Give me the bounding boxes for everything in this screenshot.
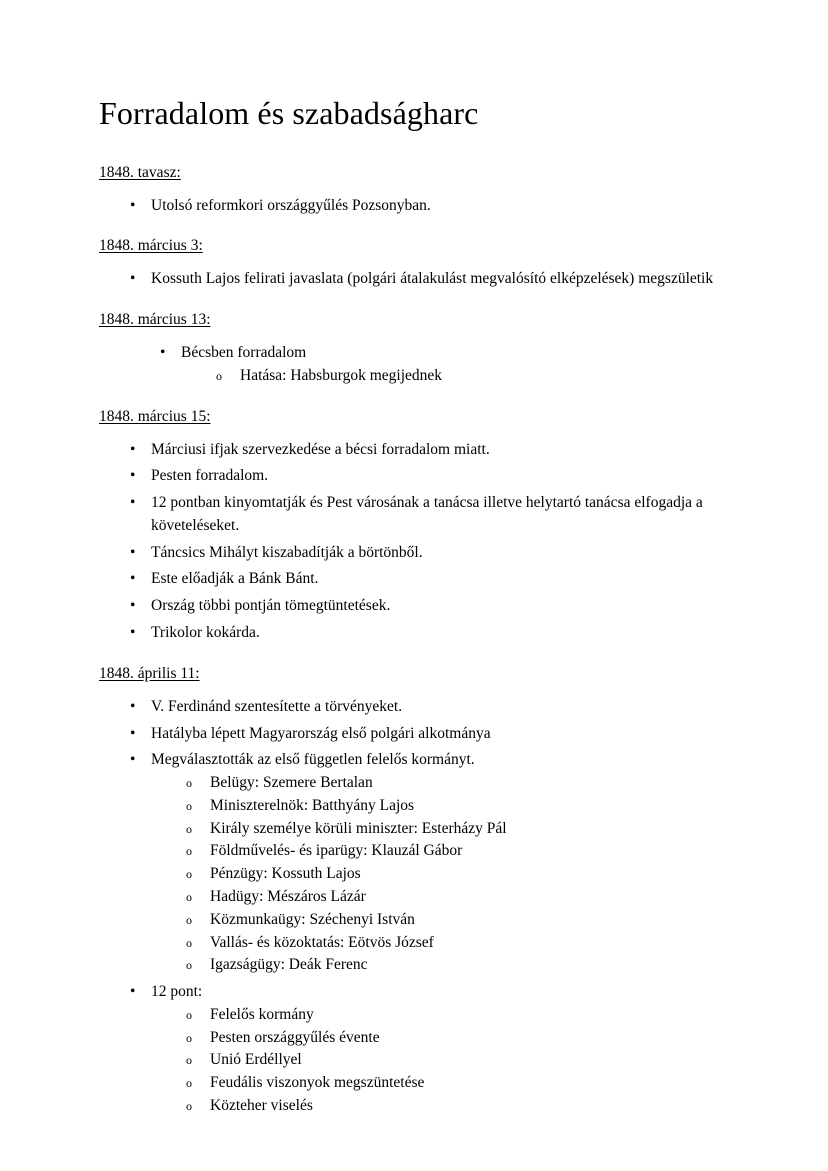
list-item-text: • Hatályba lépett Magyarország első polgári alkotmánya <box>151 723 729 746</box>
list-item <box>99 749 729 977</box>
section-heading <box>99 163 729 184</box>
list-item-text: • Ország többi pontján tömegtüntetések. <box>151 595 729 618</box>
sub-list-item: o Vallás- és közoktatás: Eötvös József <box>180 932 729 955</box>
section-heading-text: 1848. március 3: <box>99 237 203 255</box>
list-item-text: • Este előadják a Bánk Bánt. <box>151 568 729 591</box>
list-item <box>99 195 729 218</box>
section-spacer <box>99 221 729 234</box>
sub-list-item: o Pénzügy: Kossuth Lajos <box>180 863 729 886</box>
list-item-text: • Trikolor kokárda. <box>151 622 729 645</box>
section-heading-text: 1848. tavasz: <box>99 163 181 181</box>
list-item <box>99 492 729 538</box>
list-item-text: • 12 pontban kinyomtatják és Pest városának a tanácsa illetve helytartó tanácsa elfogadja a követeléseket. <box>151 492 729 538</box>
sub-list-item: o Földművelés- és iparügy: Klauzál Gábor <box>180 840 729 863</box>
section-spacer <box>99 649 729 662</box>
document-body <box>99 163 729 1135</box>
list-item-text: • Megválasztották az első független felelős kormányt. <box>151 749 729 772</box>
page-title: Forradalom és szabadságharc <box>99 95 479 131</box>
list-item-text: • Bécsben forradalom <box>181 342 729 365</box>
section-heading <box>99 664 729 685</box>
sub-bullet-list <box>180 772 729 977</box>
sub-list-item: o Miniszterelnök: Batthyány Lajos <box>180 795 729 818</box>
list-item <box>99 696 729 719</box>
sub-list-item: o Feudális viszonyok megszüntetése <box>180 1072 729 1095</box>
list-item <box>99 439 729 462</box>
sub-list-item: o Unió Erdéllyel <box>180 1049 729 1072</box>
section-heading <box>99 236 729 257</box>
list-item <box>99 595 729 618</box>
section-spacer <box>99 295 729 308</box>
document-section <box>99 407 729 662</box>
list-item <box>99 723 729 746</box>
section-heading <box>99 407 729 428</box>
list-item <box>99 622 729 645</box>
list-item-text: • Márciusi ifjak szervezkedése a bécsi forradalom miatt. <box>151 439 729 462</box>
bullet-list <box>99 195 729 218</box>
sub-list-item: o Király személye körüli miniszter: Esterházy Pál <box>180 818 729 841</box>
list-item-text: • 12 pont: <box>151 981 729 1004</box>
list-item <box>99 542 729 565</box>
section-heading <box>99 310 729 331</box>
section-spacer <box>99 1122 729 1135</box>
list-item <box>99 568 729 591</box>
sub-list-item: o Hadügy: Mészáros Lázár <box>180 886 729 909</box>
bullet-list <box>99 439 729 645</box>
section-spacer <box>99 392 729 405</box>
sub-bullet-list <box>180 1004 729 1118</box>
sub-list-item: o Felelős kormány <box>180 1004 729 1027</box>
list-item <box>99 342 729 388</box>
sub-bullet-list <box>210 365 729 388</box>
section-heading-text: 1848. március 15: <box>99 407 211 425</box>
list-item-text: • Pesten forradalom. <box>151 465 729 488</box>
section-heading-text: 1848. március 13: <box>99 311 211 329</box>
list-item-text: • Utolsó reformkori országgyűlés Pozsonyban. <box>151 195 729 218</box>
sub-list-item: o Közmunkaügy: Széchenyi István <box>180 909 729 932</box>
list-item-text: • Kossuth Lajos felirati javaslata (polgári átalakulást megvalósító elképzelések) megszületik <box>151 268 729 291</box>
sub-list-item: o Pesten országgyűlés évente <box>180 1027 729 1050</box>
document-section <box>99 664 729 1135</box>
list-item <box>99 268 729 291</box>
list-item-text: • Táncsics Mihályt kiszabadítják a börtönből. <box>151 542 729 565</box>
document-section <box>99 163 729 235</box>
bullet-list <box>99 696 729 1118</box>
document-section <box>99 310 729 404</box>
list-item-text: • V. Ferdinánd szentesítette a törvényeket. <box>151 696 729 719</box>
list-item <box>99 465 729 488</box>
sub-list-item: o Igazságügy: Deák Ferenc <box>180 954 729 977</box>
bullet-list <box>99 268 729 291</box>
sub-list-item: o Hatása: Habsburgok megijednek <box>210 365 729 388</box>
sub-list-item: o Belügy: Szemere Bertalan <box>180 772 729 795</box>
list-item <box>99 981 729 1118</box>
bullet-list <box>99 342 729 388</box>
section-heading-text: 1848. április 11: <box>99 664 200 682</box>
sub-list-item: o Közteher viselés <box>180 1095 729 1118</box>
document-section <box>99 236 729 308</box>
